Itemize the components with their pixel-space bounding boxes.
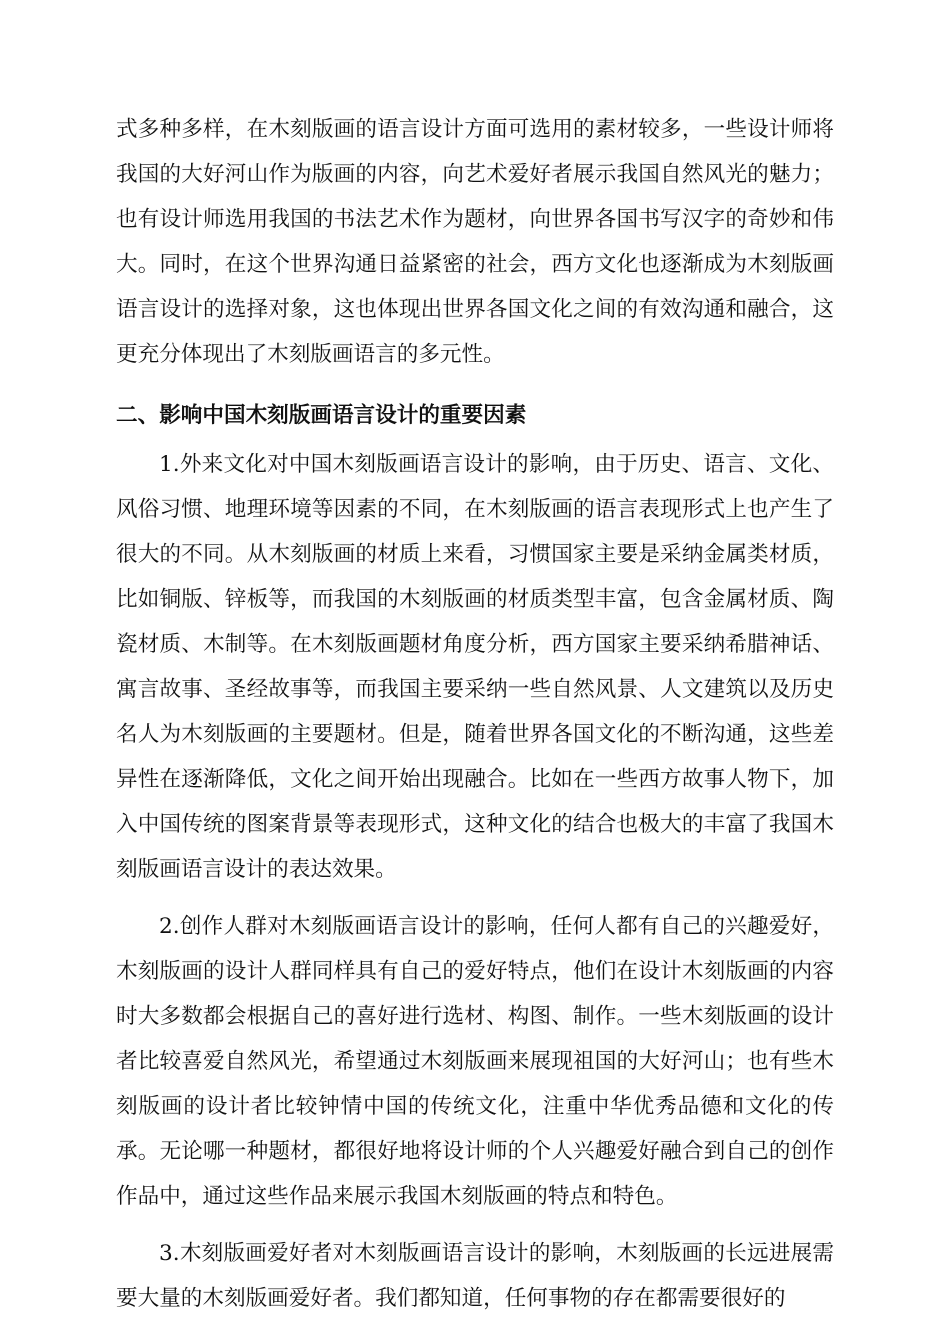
paragraph-foreign-culture: 1.外来文化对中国木刻版画语言设计的影响，由于历史、语言、文化、风俗习惯、地理环境等因素的不同，在木刻版画的语言表现形式上也产生了很大的不同。从木刻版画的材质上来看，习惯国家主要是采纳金属类材质，比如铜版、锌板等，而我国的木刻版画的材质类型丰富，包含金属材质、陶瓷材质、木制等。在木刻版画题材角度分析，西方国家主要采纳希腊神话、寓言故事、圣经故事等，而我国主要采纳一些自然风景、人文建筑以及历史名人为木刻版画的主要题材。但是，随着世界各国文化的不断沟通，这些差异性在逐渐降低，文化之间开始出现融合。比如在一些西方故事人物下，加入中国传统的图案背景等表现形式，这种文化的结合也极大的丰富了我国木刻版画语言设计的表达效果。 <box>116 452 834 882</box>
paragraph-enthusiasts: 3.木刻版画爱好者对木刻版画语言设计的影响，木刻版画的长远进展需要大量的木刻版画爱好者。我们都知道，任何事物的存在都需要很好的 <box>116 1241 834 1311</box>
paragraph-continuation: 式多种多样，在木刻版画的语言设计方面可选用的素材较多，一些设计师将我国的大好河山作为版画的内容，向艺术爱好者展示我国自然风光的魅力；也有设计师选用我国的书法艺术作为题材，向世界各国书写汉字的奇妙和伟大。同时，在这个世界沟通日益紧密的社会，西方文化也逐渐成为木刻版画语言设计的选择对象，这也体现出世界各国文化之间的有效沟通和融合，这更充分体现出了木刻版画语言的多元性。 <box>116 117 834 367</box>
paragraph-creators: 2.创作人群对木刻版画语言设计的影响，任何人都有自己的兴趣爱好，木刻版画的设计人群同样具有自己的爱好特点，他们在设计木刻版画的内容时大多数都会根据自己的喜好进行选材、构图、制作。一些木刻版画的设计者比较喜爱自然风光，希望通过木刻版画来展现祖国的大好河山；也有些木刻版画的设计者比较钟情中国的传统文化，注重中华优秀品德和文化的传承。无论哪一种题材，都很好地将设计师的个人兴趣爱好融合到自己的创作作品中，通过这些作品来展示我国木刻版画的特点和特色。 <box>116 914 834 1209</box>
document-page <box>116 107 834 1321</box>
section-heading: 二、影响中国木刻版画语言设计的重要因素 <box>116 403 527 428</box>
